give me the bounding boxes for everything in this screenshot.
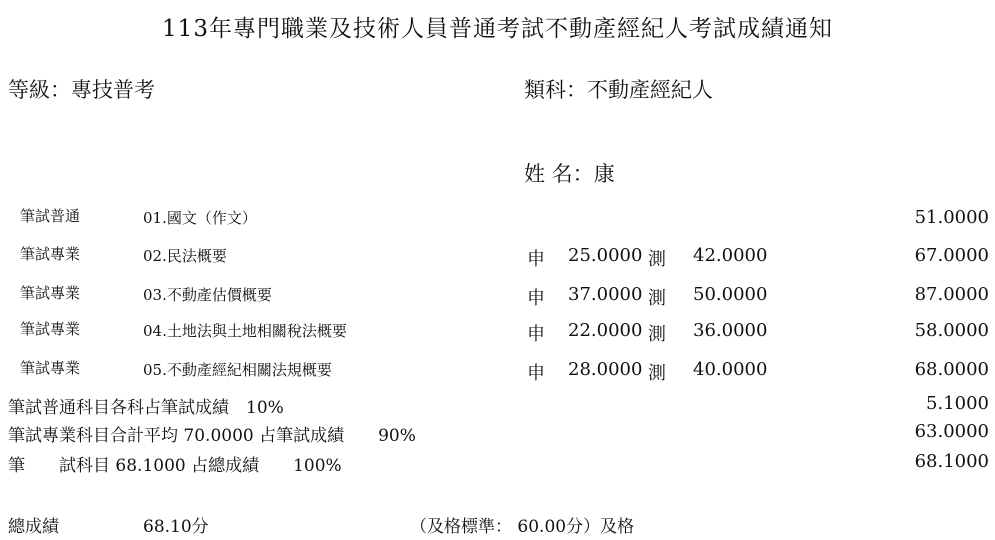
subject-total: 67.0000: [914, 245, 989, 266]
level-label: 等級：: [8, 78, 71, 102]
subject-total: 58.0000: [914, 320, 989, 341]
subject-type: 筆試普通: [20, 207, 81, 225]
summary-text: 筆試專業科目合計平均 70.0000 占筆試成績 90%: [8, 426, 416, 446]
score-part-1: 22.0000: [568, 320, 643, 341]
summary-text: 筆 試科目 68.1000 占總成績 100%: [8, 456, 342, 476]
redacted-area-top: [14, 134, 194, 152]
level-value: 專技普考: [71, 78, 155, 102]
score-mark-test: 測: [648, 249, 666, 270]
subject-name: 01.國文（作文）: [143, 209, 257, 227]
subject-name: 04.土地法與土地相關稅法概要: [143, 322, 347, 340]
final-score: 68.10分: [143, 517, 209, 537]
level-field: [8, 74, 155, 104]
score-mark-apply: 申: [527, 249, 545, 270]
subject-type: 筆試專業: [20, 245, 81, 263]
score-mark-test: 測: [648, 288, 666, 309]
subject-total: 51.0000: [914, 207, 989, 228]
pass-standard: （及格標準： 60.00分）及格: [410, 517, 635, 537]
category-label: 類科：: [524, 78, 587, 102]
subject-name: 05.不動產經紀相關法規概要: [143, 361, 332, 379]
score-part-1: 28.0000: [568, 359, 643, 380]
score-part-2: 36.0000: [693, 320, 768, 341]
subject-name: 02.民法概要: [143, 247, 227, 265]
score-part-1: 37.0000: [568, 284, 643, 305]
subject-name: 03.不動產估價概要: [143, 286, 272, 304]
summary-text: 筆試普通科目各科占筆試成績 10%: [8, 398, 284, 418]
score-mark-apply: 申: [527, 363, 545, 384]
subject-total: 87.0000: [914, 284, 989, 305]
score-part-2: 42.0000: [693, 245, 768, 266]
score-part-1: 25.0000: [568, 245, 643, 266]
summary-total: 5.1000: [926, 393, 989, 414]
score-mark-test: 測: [648, 324, 666, 345]
score-mark-apply: 申: [527, 288, 545, 309]
name-field: [524, 158, 615, 188]
subject-type: 筆試專業: [20, 359, 81, 377]
score-mark-test: 測: [648, 363, 666, 384]
subject-total: 68.0000: [914, 359, 989, 380]
subject-type: 筆試專業: [20, 320, 81, 338]
summary-total: 63.0000: [914, 421, 989, 442]
category-field: [524, 74, 713, 104]
subject-type: 筆試專業: [20, 284, 81, 302]
redacted-area-bottom: [14, 170, 214, 188]
score-part-2: 40.0000: [693, 359, 768, 380]
final-label: 總成績: [8, 517, 59, 537]
notice-title: 113年專門職業及技術人員普通考試不動產經紀人考試成績通知: [162, 16, 833, 42]
summary-total: 68.1000: [914, 451, 989, 472]
score-part-2: 50.0000: [693, 284, 768, 305]
score-mark-apply: 申: [527, 324, 545, 345]
category-value: 不動產經紀人: [587, 78, 713, 102]
name-label: 姓 名：: [524, 162, 594, 186]
name-value: 康: [593, 162, 615, 186]
